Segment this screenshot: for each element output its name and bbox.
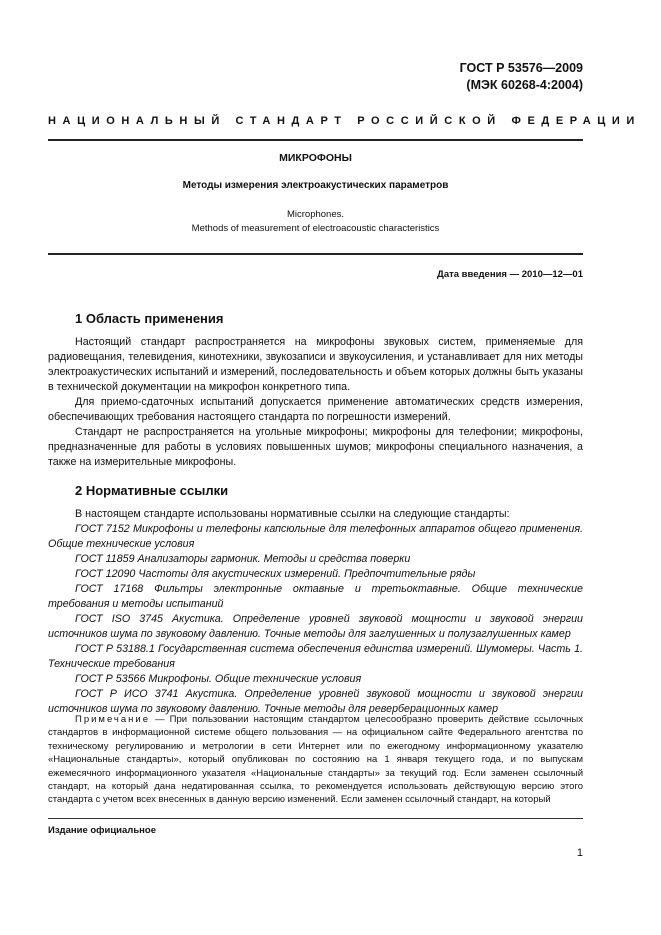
effective-date: Дата введения — 2010—12—01	[437, 269, 583, 280]
section1-heading: 1 Область применения	[75, 311, 224, 326]
english-title-line1: Microphones.	[286, 209, 345, 220]
section1-paragraph: Стандарт не распространяется на угольные микрофоны; микрофоны для телефонии; микрофоны, предназначенные для работы в условиях повышенных шумов; микрофоны специального назначения, а также на измерительные микрофоны.	[48, 426, 583, 468]
top-rule	[48, 139, 583, 141]
section2-heading: 2 Нормативные ссылки	[75, 483, 229, 498]
section2-intro: В настоящем стандарте использованы нормативные ссылки на следующие стандарты:	[75, 508, 510, 520]
normative-reference: ГОСТ Р 53566 Микрофоны. Общие технические условия	[75, 673, 362, 685]
english-title	[48, 208, 583, 236]
normative-reference: ГОСТ 12090 Частоты для акустических измерений. Предпочтительные ряды	[75, 568, 476, 580]
document-title: МИКРОФОНЫ	[279, 152, 352, 164]
section1-body	[48, 335, 583, 470]
standard-code	[460, 60, 583, 94]
normative-reference: ГОСТ 7152 Микрофоны и телефоны капсюльные для телефонных аппаратов общего применения. Общие технические условия	[48, 523, 583, 550]
national-standard-banner: НАЦИОНАЛЬНЫЙ СТАНДАРТ РОССИЙСКОЙ ФЕДЕРАЦИИ	[48, 115, 641, 127]
official-edition: Издание официальное	[48, 825, 156, 836]
standard-code-iec: (МЭК 60268-4:2004)	[466, 78, 583, 92]
normative-reference: ГОСТ 17168 Фильтры электронные октавные и третьоктавные. Общие технические требования и методы испытаний	[48, 583, 583, 610]
normative-reference: ГОСТ ISO 3745 Акустика. Определение уровней звуковой мощности и звуковой энергии источников шума по звуковому давлению. Точные методы для заглушенных и полузаглушенных камер	[48, 613, 583, 640]
english-title-line2: Methods of measurement of electroacoustic characteristics	[191, 223, 440, 234]
document-subtitle: Методы измерения электроакустических параметров	[182, 180, 449, 191]
standard-code-gost: ГОСТ Р 53576—2009	[459, 61, 583, 75]
normative-reference: ГОСТ Р ИСО 3741 Акустика. Определение уровней звуковой мощности и звуковой энергии источников шума по звуковому давлению. Точные методы для реверберационных камер	[48, 688, 583, 715]
note	[48, 713, 583, 807]
note-label: Примечание	[75, 714, 150, 725]
normative-reference: ГОСТ Р 53188.1 Государственная система обеспечения единства измерений. Шумомеры. Часть 1. Технические требования	[48, 643, 583, 670]
section2-body	[48, 507, 583, 717]
section1-paragraph: Настоящий стандарт распространяется на микрофоны звуковых систем, применяемые для радиовещания, телевидения, кинотехники, звукозаписи и звукоусиления, и устанавливает для них методы электроакустических испытаний и измерений, последовательность и объем которых должны быть указаны в технической документации на микрофон конкретного типа.	[48, 336, 583, 393]
note-text: — При пользовании настоящим стандартом целесообразно проверить действие ссылочных стандартов в информационной системе общего пользования — на официальном сайте Федерального агентства по техническому регулированию и метрологии в сети Интернет или по ежегодному информационному указателю «Национальные стандарты», который опубликован по состоянию на 1 января текущего года, и по выпускам ежемесячного информационного указателя «Национальные стандарты» за текущий год. Если заменен ссылочный стандарт, на который дана недатированная ссылка, то рекомендуется использовать действующую версию этого стандарта с учетом всех внесенных в данную версию изменений. Если заменен ссылочный стандарт, на который	[48, 714, 583, 806]
page-number: 1	[576, 847, 583, 859]
title-rule	[48, 253, 583, 255]
normative-reference: ГОСТ 11859 Анализаторы гармоник. Методы и средства поверки	[75, 553, 411, 565]
footer-rule	[48, 818, 583, 819]
section1-paragraph: Для приемо-сдаточных испытаний допускается применение автоматических средств измерения, обеспечивающих требования настоящего стандарта по погрешности измерений.	[48, 396, 583, 423]
